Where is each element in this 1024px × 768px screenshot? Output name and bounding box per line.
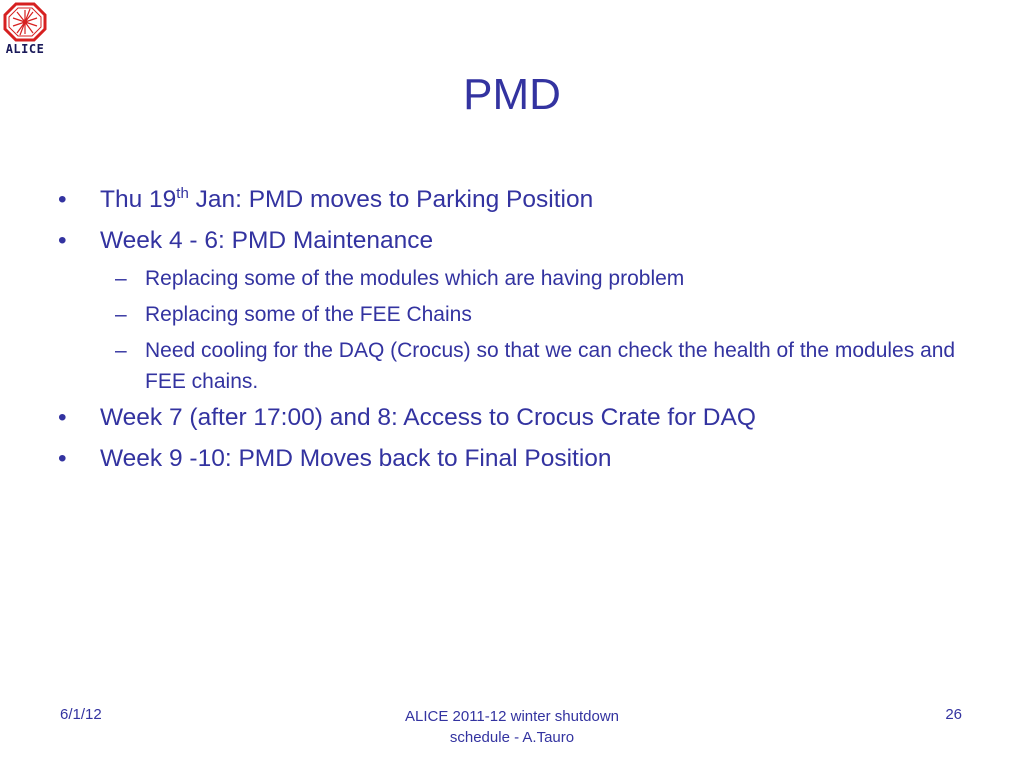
bullet-item	[58, 225, 958, 257]
bullet-item	[58, 443, 958, 475]
sub-bullet-text: Replacing some of the FEE Chains	[145, 303, 472, 326]
sub-bullet-text: Replacing some of the modules which are having problem	[145, 267, 685, 290]
footer-title-line2: schedule - A.Tauro	[449, 729, 575, 746]
bullet-text-prefix: Thu 19	[100, 186, 177, 213]
bullet-text: Week 7 (after 17:00) and 8: Access to Crocus Crate for DAQ	[100, 404, 756, 431]
alice-logo	[3, 2, 47, 60]
sub-bullet-item	[58, 263, 958, 294]
footer-title-line1: ALICE 2011-12 winter shutdown	[404, 708, 619, 725]
bullet-marker: •	[58, 445, 67, 472]
bullet-list	[58, 184, 958, 484]
sub-bullet-list	[58, 263, 958, 397]
bullet-marker: •	[58, 227, 67, 254]
dash-marker: –	[115, 339, 127, 362]
sub-bullet-item	[58, 299, 958, 330]
bullet-text: Jan: PMD moves to Parking Position	[188, 186, 594, 213]
bullet-superscript: th	[176, 185, 189, 202]
bullet-item	[58, 402, 958, 434]
slide-title: PMD	[463, 70, 561, 119]
page-number: 26	[945, 706, 962, 723]
bullet-text: Week 4 - 6: PMD Maintenance	[100, 227, 434, 254]
dash-marker: –	[115, 267, 127, 290]
sub-bullet-item	[58, 335, 958, 397]
bullet-marker: •	[58, 186, 67, 213]
alice-logo-icon	[3, 2, 47, 42]
bullet-marker: •	[58, 404, 67, 431]
footer-title	[362, 706, 662, 748]
bullet-item	[58, 184, 958, 216]
footer-date: 6/1/12	[60, 706, 102, 723]
logo-text: ALICE	[5, 42, 45, 56]
sub-bullet-text: Need cooling for the DAQ (Crocus) so that we can check the health of the modules and FEE chains.	[145, 339, 956, 393]
bullet-text: Week 9 -10: PMD Moves back to Final Position	[100, 445, 612, 472]
dash-marker: –	[115, 303, 127, 326]
